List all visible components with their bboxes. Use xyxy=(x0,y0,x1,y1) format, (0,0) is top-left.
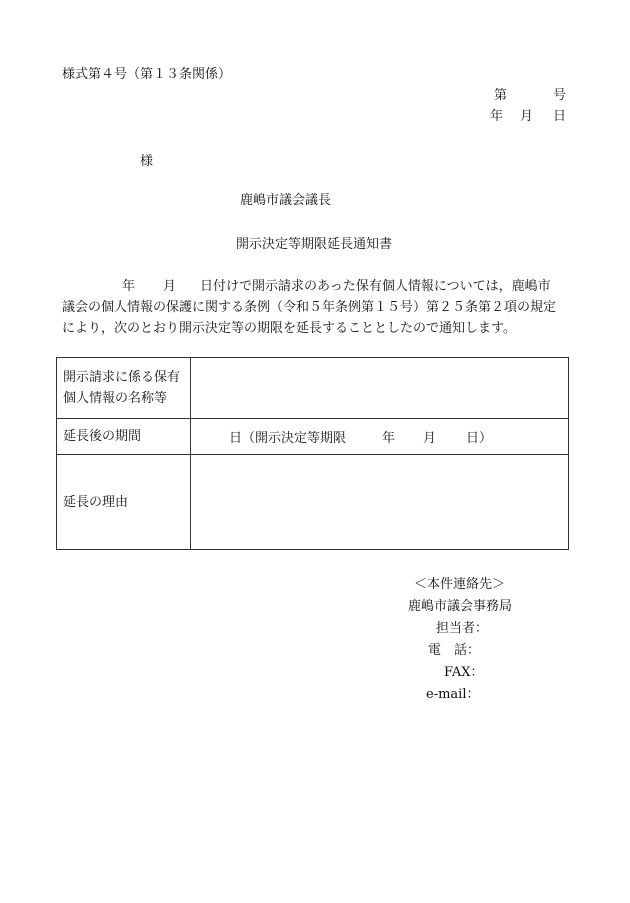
info-name-label: 開示請求に係る保有 個人情報の名称等 xyxy=(57,358,191,419)
number-suffix: 号 xyxy=(552,88,566,103)
table-row xyxy=(57,358,569,419)
contact-email: e-mail： xyxy=(426,687,480,702)
contact-fax: FAX： xyxy=(444,665,484,680)
info-name-value xyxy=(191,358,569,419)
addressee-honorific: 様 xyxy=(140,154,154,169)
number-prefix: 第 xyxy=(494,88,508,103)
notice-body xyxy=(62,276,574,339)
body-line-1: 年 月 日付けで開示請求のあった保有個人情報については，鹿嶋市 xyxy=(122,279,551,294)
table-row xyxy=(57,419,569,455)
extended-period-label: 延長後の期間 xyxy=(57,419,191,455)
table-row xyxy=(57,455,569,550)
body-line-3: により，次のとおり開示決定等の期限を延長することとしたので通知します。 xyxy=(62,321,516,336)
contact-phone: 電 話： xyxy=(428,643,481,658)
extension-info-table xyxy=(56,357,569,550)
form-number-label: 様式第４号（第１３条関係） xyxy=(62,67,232,82)
contact-block xyxy=(408,574,512,706)
date-day: 日 xyxy=(552,109,566,124)
contact-heading: ＜本件連絡先＞ xyxy=(414,577,506,592)
extension-reason-value xyxy=(191,455,569,550)
contact-office: 鹿嶋市議会事務局 xyxy=(408,599,513,614)
document-number-line xyxy=(494,87,566,104)
date-year: 年 xyxy=(490,109,504,124)
date-month: 月 xyxy=(520,109,534,124)
contact-person: 担当者： xyxy=(436,621,489,636)
extension-reason-label: 延長の理由 xyxy=(57,455,191,550)
body-line-2: 議会の個人情報の保護に関する条例（令和５年条例第１５号）第２５条第２項の規定 xyxy=(62,300,557,315)
sender-name: 鹿嶋市議会議長 xyxy=(240,193,332,208)
extended-period-value: 日（開示決定等期限 年 月 日） xyxy=(191,419,569,455)
document-title: 開示決定等期限延長通知書 xyxy=(236,237,393,252)
